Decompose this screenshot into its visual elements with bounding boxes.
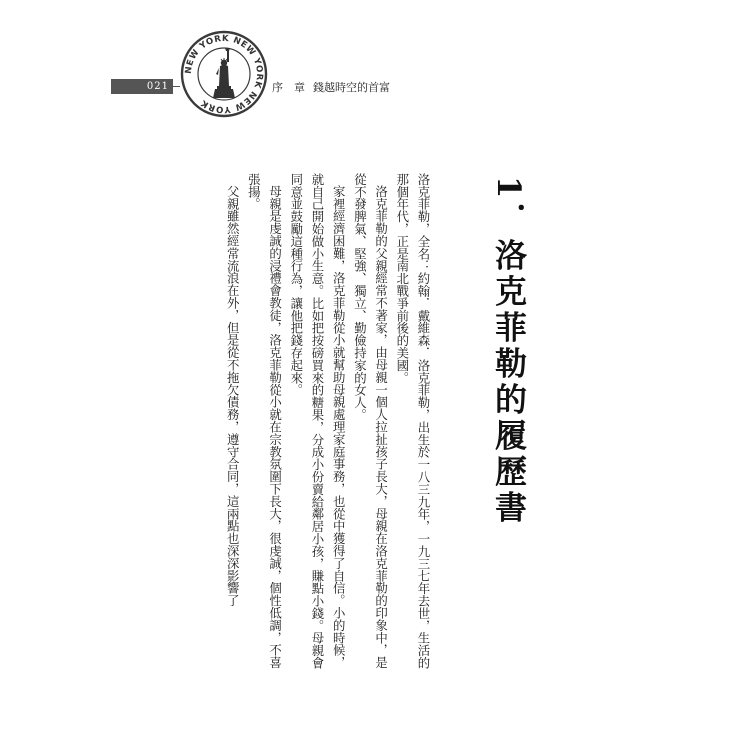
- paragraph: 洛克菲勒的父親經常不著家，由母親一個人拉扯孩子長大，母親在洛克菲勒的印象中，是從不發脾氣、堅強、獨立、勤儉持家的女人。: [352, 173, 389, 669]
- stamp-ring-text: NEW YORK NEW YORK NEW YORK: [183, 33, 265, 115]
- page-number: 021: [111, 79, 173, 94]
- paragraph: 洛克菲勒，全名：約翰．戴維森．洛克菲勒，出生於一八三九年，一九三七年去世，生活的那個年代，正是南北戰爭前後的美國。: [394, 173, 431, 669]
- statue-of-liberty-icon: [213, 48, 235, 98]
- body-text: [184, 173, 434, 670]
- section-heading: 1．洛克菲勒的履歷書: [490, 176, 528, 527]
- new-york-stamp-logo: [180, 30, 268, 118]
- running-header: [272, 80, 390, 94]
- header-divider: [173, 86, 180, 87]
- paragraph: 母親是虔誠的浸禮會教徒，洛克菲勒從小就在宗教氛圍下長大，很虔誠，個性低調，不喜張揚。: [246, 173, 283, 669]
- paragraph: 家裡經濟困難，洛克菲勒從小就幫助母親處理家庭事務，也從中獲得了自信。小的時候，就自己開始做小生意。比如把按磅買來的糖果，分成小份賣給鄰居小孩，賺點小錢。母親會同意並鼓勵這種行為，讓他把錢存起來。: [288, 173, 347, 669]
- chapter-title: 錢越時空的首富: [313, 81, 390, 94]
- chapter-label: 序 章: [272, 81, 305, 94]
- paragraph: 父親雖然經常流浪在外，但是從不拖欠債務，遵守合同，這兩點也深深影響了: [225, 185, 241, 607]
